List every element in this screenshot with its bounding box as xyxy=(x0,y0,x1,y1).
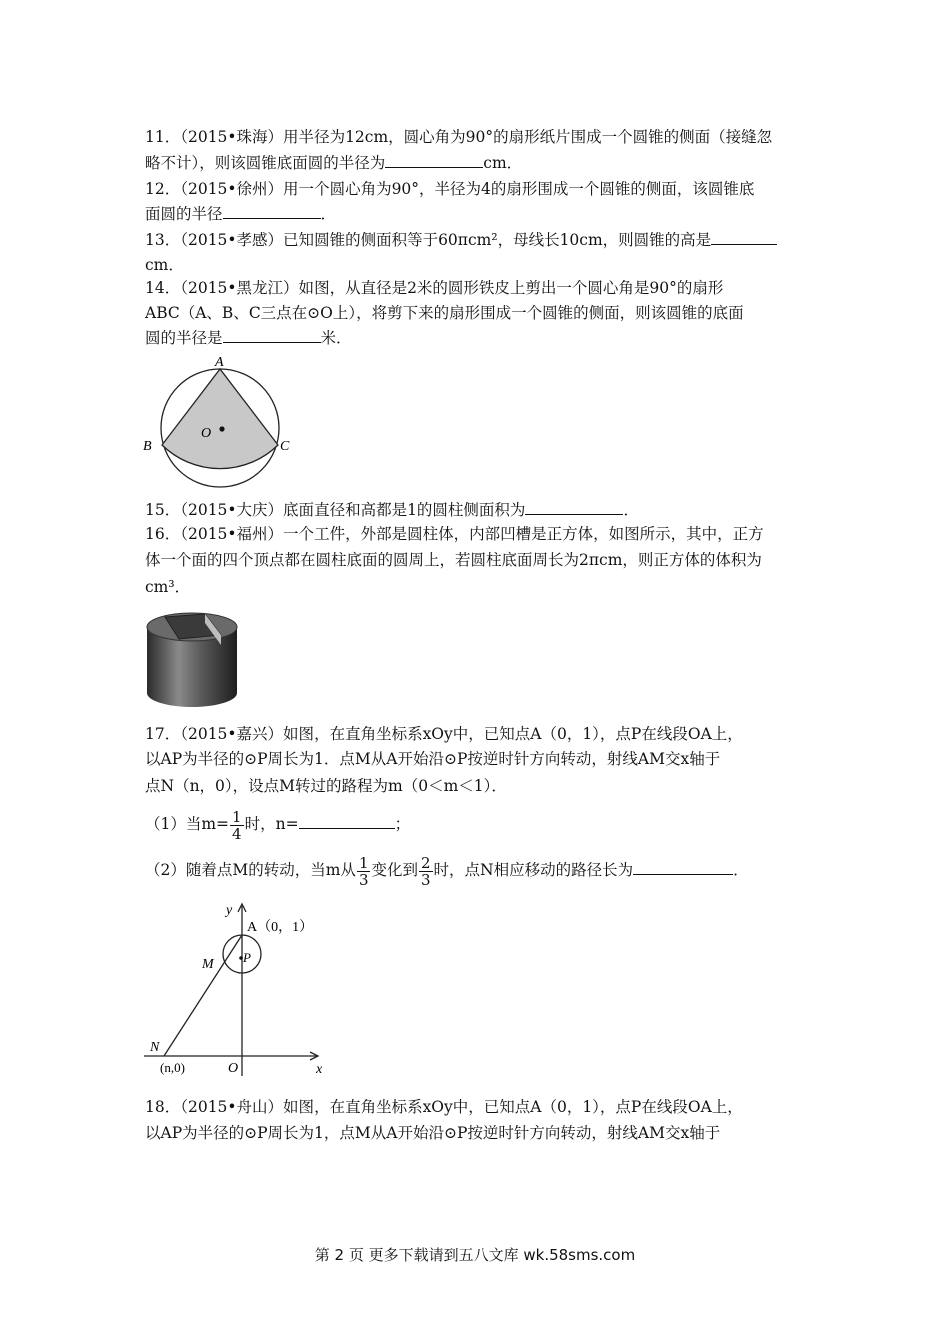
q17-part2-b: 变化到 xyxy=(371,861,418,879)
q17-line3: 点N（n，0），设点M转过的路程为m（0＜m＜1）． xyxy=(145,777,507,795)
q16-line1: 16．（2015•福州）一个工件，外部是圆柱体，内部凹槽是正方体，如图所示，其中，正方 xyxy=(145,525,764,543)
label-y: y xyxy=(226,903,233,918)
q17-part2-c: 时，点N相应移动的路径长为 xyxy=(433,861,634,879)
q13-line2: cm． xyxy=(145,256,184,274)
q14-line1: 14．（2015•黑龙江）如图，从直径是2米的圆形铁皮上剪出一个圆心角是90°的扇形 xyxy=(145,279,724,297)
label-a: A xyxy=(215,355,224,370)
q18-line1: 18．（2015•舟山）如图，在直角坐标系xOy中，已知点A（0，1），点P在线段OA上， xyxy=(145,1098,743,1116)
q14-line2: ABC（A、B、C三点在⊙O上），将剪下来的扇形围成一个圆锥的侧面，则该圆锥的底面 xyxy=(145,304,744,322)
frac3-den: 3 xyxy=(421,870,431,889)
q16-line3: cm³． xyxy=(145,578,191,596)
q17-part2-a: （2）随着点M的转动，当m从 xyxy=(145,861,356,879)
q15-answer-blank xyxy=(525,499,623,515)
q17-part1 xyxy=(145,806,410,842)
q11-text: 略不计），则该圆锥底面圆的半径为 xyxy=(145,154,386,172)
q13-text: 13．（2015•孝感）已知圆锥的侧面积等于60πcm²，母线长10cm，则圆锥的高是 xyxy=(145,231,712,249)
frac2-num: 1 xyxy=(358,853,369,872)
fraction-one-third xyxy=(357,855,371,888)
q17-part1-c: ； xyxy=(394,815,411,833)
q17-part1-answer-blank xyxy=(299,813,395,829)
frac3-num: 2 xyxy=(421,853,431,872)
label-o: O xyxy=(201,426,212,441)
q16-cylinder-figure xyxy=(143,605,243,715)
q13-answer-blank xyxy=(711,229,777,245)
q14-text: 圆的半径是 xyxy=(145,329,223,347)
q16-line2: 体一个面的四个顶点都在圆柱底面的圆周上，若圆柱底面周长为2πcm，则正方体的体积为 xyxy=(145,551,762,569)
q17-part2-answer-blank xyxy=(633,859,733,875)
q12-end: ． xyxy=(320,205,337,223)
label-o: O xyxy=(228,1061,239,1076)
q13-line1 xyxy=(145,229,777,251)
center-dot xyxy=(219,426,224,431)
frac1-num: 1 xyxy=(232,807,242,826)
q11-line1: 11．（2015•珠海）用半径为12cm，圆心角为90°的扇形纸片围成一个圆锥的侧面（接缝忽 xyxy=(145,128,773,146)
label-a-coord: A（0，1） xyxy=(247,920,314,935)
q11-line2 xyxy=(145,152,522,174)
label-n: N xyxy=(150,1040,160,1055)
frac1-den: 4 xyxy=(232,824,242,843)
fraction-one-quarter xyxy=(230,809,244,842)
q17-line2: 以AP为半径的⊙P周长为1．点M从A开始沿⊙P按逆时针方向转动，射线AM交x轴于 xyxy=(145,750,721,768)
q17-part1-b: 时，n= xyxy=(244,815,299,833)
q17-part1-a: （1）当m= xyxy=(145,815,230,833)
label-m: M xyxy=(202,957,214,972)
q12-answer-blank xyxy=(223,203,321,219)
q14-line3 xyxy=(145,327,352,349)
label-x: x xyxy=(316,1062,323,1077)
q14-figure xyxy=(140,355,300,490)
page-footer: 第 2 页 更多下载请到五八文库 wk.58sms.com xyxy=(314,1246,636,1264)
q17-coordinate-figure xyxy=(140,898,340,1083)
q15-end: ． xyxy=(623,501,639,519)
label-p: P xyxy=(243,950,251,965)
label-c: C xyxy=(280,439,290,454)
q11-answer-blank xyxy=(385,152,483,168)
q11-unit: cm． xyxy=(483,154,523,172)
sector-abc xyxy=(162,369,278,469)
q12-line2 xyxy=(145,203,336,225)
q18-line2: 以AP为半径的⊙P周长为1，点M从A开始沿⊙P按逆时针方向转动，射线AM交x轴于 xyxy=(145,1124,721,1142)
q17-part2 xyxy=(145,852,749,888)
q12-line1: 12．（2015•徐州）用一个圆心角为90°，半径为4的扇形围成一个圆锥的侧面，该圆锥底 xyxy=(145,180,755,198)
fraction-two-thirds xyxy=(419,855,433,888)
q15-text: 15．（2015•大庆）底面直径和高都是1的圆柱侧面积为 xyxy=(145,501,526,519)
ray-am xyxy=(164,935,242,1056)
q17-line1: 17．（2015•嘉兴）如图，在直角坐标系xOy中，已知点A（0，1），点P在线段OA上， xyxy=(145,725,743,743)
frac2-den: 3 xyxy=(358,870,369,889)
label-n-coord: (n,0) xyxy=(160,1060,185,1075)
q14-end: 米． xyxy=(320,329,352,347)
q12-text: 面圆的半径 xyxy=(145,205,223,223)
q14-answer-blank xyxy=(223,327,321,343)
label-b: B xyxy=(143,439,152,454)
q15-line xyxy=(145,499,639,521)
q17-part2-d: ． xyxy=(733,861,749,879)
